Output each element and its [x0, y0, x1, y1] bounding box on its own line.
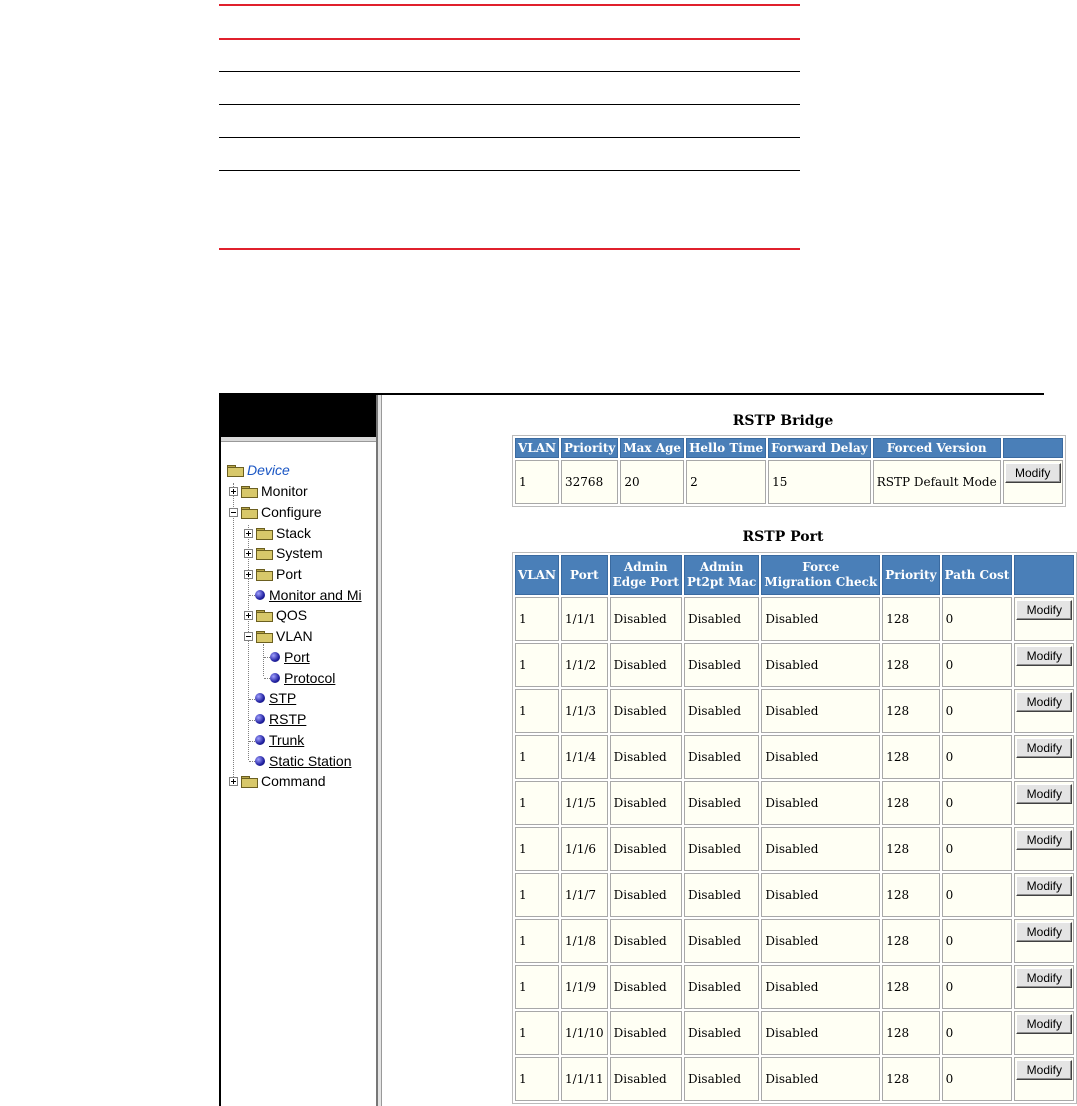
- cell-admin-edge: Disabled: [610, 873, 682, 917]
- nav-banner: [221, 395, 376, 437]
- cell-port: 1/1/2: [561, 643, 608, 687]
- tree-item-static-station[interactable]: [251, 751, 352, 771]
- tree-item-system[interactable]: [244, 543, 323, 563]
- tree-label: Device: [247, 462, 290, 478]
- col-force-migration-check: [761, 555, 880, 595]
- cell-force-migration: Disabled: [761, 919, 880, 963]
- cell-admin-edge: Disabled: [610, 1057, 682, 1101]
- cell-priority: 128: [882, 827, 939, 871]
- doc-rule-bottom: [219, 248, 800, 250]
- expand-icon[interactable]: [244, 529, 253, 538]
- port-title: RSTP Port: [742, 529, 824, 545]
- folder-icon: [256, 528, 272, 539]
- cell-port: 1/1/9: [561, 965, 608, 1009]
- col-priority: Priority: [561, 438, 618, 458]
- tree-label: Protocol: [284, 670, 336, 686]
- cell-force-migration: Disabled: [761, 1011, 880, 1055]
- tree-label: Port: [284, 649, 310, 665]
- cell-priority: 128: [882, 735, 939, 779]
- page-bullet-icon: [270, 652, 280, 662]
- tree-label: Configure: [261, 504, 322, 520]
- doc-rule-top: [219, 4, 800, 6]
- cell-path-cost: 0: [942, 597, 1013, 641]
- cell-admin-pt2pt: Disabled: [684, 597, 759, 641]
- tree-line: [233, 483, 234, 781]
- tree-item-monitor-mirror[interactable]: [251, 585, 362, 605]
- cell-priority: 128: [882, 1057, 939, 1101]
- cell-path-cost: 0: [942, 643, 1013, 687]
- cell-action: [1014, 735, 1074, 779]
- cell-vlan: 1: [515, 735, 559, 779]
- tree-item-command[interactable]: [229, 771, 326, 791]
- cell-priority: 128: [882, 597, 939, 641]
- cell-admin-edge: Disabled: [610, 597, 682, 641]
- cell-vlan: 1: [515, 781, 559, 825]
- cell-force-migration: Disabled: [761, 689, 880, 733]
- cell-force-migration: Disabled: [761, 873, 880, 917]
- doc-rule-row-1: [219, 71, 800, 72]
- cell-priority: 128: [882, 689, 939, 733]
- modify-port-button[interactable]: Modify: [1016, 738, 1072, 758]
- rstp-bridge-table: [512, 435, 1066, 507]
- modify-port-button[interactable]: Modify: [1016, 784, 1072, 804]
- tree-item-vlan-protocol[interactable]: [266, 668, 335, 688]
- cell-priority: 128: [882, 873, 939, 917]
- frame-divider[interactable]: [378, 395, 382, 1106]
- cell-action: [1014, 643, 1074, 687]
- cell-force-migration: Disabled: [761, 827, 880, 871]
- cell-priority: 128: [882, 781, 939, 825]
- col-forced-version: Forced Version: [873, 438, 1001, 458]
- expand-icon[interactable]: [229, 777, 238, 786]
- expand-icon[interactable]: [244, 549, 253, 558]
- modify-port-button[interactable]: Modify: [1016, 876, 1072, 896]
- cell-admin-pt2pt: Disabled: [684, 689, 759, 733]
- tree-item-rstp[interactable]: [251, 709, 306, 729]
- table-row: [515, 1057, 1074, 1101]
- header-line: Force: [802, 560, 840, 574]
- page-bullet-icon: [255, 693, 265, 703]
- cell-vlan: 1: [515, 873, 559, 917]
- folder-icon: [256, 548, 272, 559]
- col-port: Port: [561, 555, 608, 595]
- tree-label: STP: [269, 690, 297, 706]
- nav-banner-edge: [221, 437, 376, 442]
- folder-icon: [241, 486, 257, 497]
- col-vlan: VLAN: [515, 555, 559, 595]
- expand-icon[interactable]: [229, 487, 238, 496]
- cell-force-migration: Disabled: [761, 643, 880, 687]
- cell-admin-edge: Disabled: [610, 643, 682, 687]
- open-folder-icon: [256, 631, 272, 642]
- cell-force-migration: Disabled: [761, 735, 880, 779]
- expand-icon[interactable]: [244, 611, 253, 620]
- open-folder-icon: [227, 465, 243, 476]
- cell-vlan: 1: [515, 1057, 559, 1101]
- cell-force-migration: Disabled: [761, 781, 880, 825]
- cell-path-cost: 0: [942, 1011, 1013, 1055]
- cell-port: 1/1/4: [561, 735, 608, 779]
- cell-force-migration: Disabled: [761, 965, 880, 1009]
- modify-port-button[interactable]: Modify: [1016, 968, 1072, 988]
- folder-icon: [256, 610, 272, 621]
- tree-item-port[interactable]: [244, 564, 302, 584]
- cell-vlan: 1: [515, 597, 559, 641]
- tree-item-configure[interactable]: [229, 502, 322, 522]
- cell-action: [1014, 965, 1074, 1009]
- tree-label: System: [276, 545, 323, 561]
- content-panel: [383, 395, 1063, 1106]
- table-row: [515, 689, 1074, 733]
- tree-line: [263, 644, 264, 676]
- col-vlan: VLAN: [515, 438, 559, 458]
- cell-path-cost: 0: [942, 873, 1013, 917]
- tree-item-vlan[interactable]: [244, 626, 313, 646]
- cell-action: [1014, 919, 1074, 963]
- cell-admin-edge: Disabled: [610, 919, 682, 963]
- col-max-age: Max Age: [620, 438, 684, 458]
- doc-rule-header: [219, 38, 800, 40]
- tree-label: RSTP: [269, 711, 307, 727]
- cell-port: 1/1/6: [561, 827, 608, 871]
- cell-vlan: 1: [515, 643, 559, 687]
- table-header-row: [515, 555, 1074, 595]
- cell-forced-version: RSTP Default Mode: [873, 460, 1001, 504]
- cell-port: 1/1/11: [561, 1057, 608, 1101]
- cell-path-cost: 0: [942, 1057, 1013, 1101]
- cell-admin-pt2pt: Disabled: [684, 781, 759, 825]
- col-action: [1003, 438, 1063, 458]
- screenshot-frame: [219, 393, 1063, 1106]
- cell-priority: 128: [882, 965, 939, 1009]
- cell-path-cost: 0: [942, 689, 1013, 733]
- cell-port: 1/1/1: [561, 597, 608, 641]
- col-action: [1014, 555, 1074, 595]
- table-row: [515, 873, 1074, 917]
- header-line: Pt2pt Mac: [686, 575, 757, 589]
- cell-hello-time: 2: [686, 460, 766, 504]
- page-bullet-icon: [255, 756, 265, 766]
- tree-item-stp[interactable]: [251, 688, 296, 708]
- cell-admin-pt2pt: Disabled: [684, 735, 759, 779]
- table-row: [515, 965, 1074, 1009]
- cell-admin-edge: Disabled: [610, 827, 682, 871]
- tree-label: Trunk: [269, 732, 305, 748]
- tree-item-qos[interactable]: [244, 605, 307, 625]
- tree-root-device[interactable]: [227, 460, 290, 480]
- header-line: Admin: [699, 560, 744, 574]
- cell-path-cost: 0: [942, 919, 1013, 963]
- cell-port: 1/1/8: [561, 919, 608, 963]
- table-row: [515, 643, 1074, 687]
- nav-panel: [221, 395, 378, 1106]
- header-line: Edge Port: [612, 575, 679, 589]
- col-hello-time: Hello Time: [686, 438, 766, 458]
- cell-action: [1014, 781, 1074, 825]
- cell-action: [1014, 689, 1074, 733]
- tree-label: Monitor: [261, 483, 308, 499]
- cell-action: [1014, 1011, 1074, 1055]
- tree-label: Port: [276, 566, 302, 582]
- cell-action: [1003, 460, 1063, 504]
- collapse-icon[interactable]: [244, 632, 253, 641]
- cell-vlan: 1: [515, 919, 559, 963]
- cell-action: [1014, 827, 1074, 871]
- folder-icon: [256, 569, 272, 580]
- table-row: [515, 460, 1063, 504]
- cell-vlan: 1: [515, 460, 559, 504]
- modify-port-button[interactable]: Modify: [1016, 1060, 1072, 1080]
- col-path-cost: Path Cost: [942, 555, 1013, 595]
- tree-item-stack[interactable]: [244, 523, 311, 543]
- cell-port: 1/1/5: [561, 781, 608, 825]
- cell-port: 1/1/7: [561, 873, 608, 917]
- cell-path-cost: 0: [942, 735, 1013, 779]
- table-row: [515, 1011, 1074, 1055]
- cell-port: 1/1/10: [561, 1011, 608, 1055]
- tree-label: Command: [261, 773, 326, 789]
- cell-port: 1/1/3: [561, 689, 608, 733]
- cell-action: [1014, 1057, 1074, 1101]
- bridge-title: RSTP Bridge: [732, 413, 834, 429]
- page-bullet-icon: [255, 735, 265, 745]
- col-admin-pt2pt-mac: [684, 555, 759, 595]
- table-row: [515, 781, 1074, 825]
- cell-path-cost: 0: [942, 965, 1013, 1009]
- cell-action: [1014, 873, 1074, 917]
- tree-item-trunk[interactable]: [251, 730, 304, 750]
- cell-force-migration: Disabled: [761, 597, 880, 641]
- cell-admin-edge: Disabled: [610, 735, 682, 779]
- modify-port-button[interactable]: Modify: [1016, 692, 1072, 712]
- cell-forward-delay: 15: [768, 460, 871, 504]
- tree-label: Monitor and Mi: [269, 587, 362, 603]
- tree-label: QOS: [276, 607, 308, 623]
- modify-port-button[interactable]: Modify: [1016, 646, 1072, 666]
- cell-vlan: 1: [515, 965, 559, 1009]
- tree-label: VLAN: [276, 628, 313, 644]
- col-admin-edge-port: [610, 555, 682, 595]
- cell-priority: 128: [882, 643, 939, 687]
- cell-vlan: 1: [515, 689, 559, 733]
- cell-admin-edge: Disabled: [610, 965, 682, 1009]
- cell-vlan: 1: [515, 827, 559, 871]
- header-line: Admin: [623, 560, 668, 574]
- folder-icon: [241, 776, 257, 787]
- table-row: [515, 597, 1074, 641]
- cell-admin-edge: Disabled: [610, 1011, 682, 1055]
- page-bullet-icon: [255, 590, 265, 600]
- cell-priority: 128: [882, 919, 939, 963]
- cell-admin-pt2pt: Disabled: [684, 919, 759, 963]
- cell-path-cost: 0: [942, 827, 1013, 871]
- cell-admin-pt2pt: Disabled: [684, 965, 759, 1009]
- tree-item-monitor[interactable]: [229, 481, 308, 501]
- doc-rule-row-3: [219, 137, 800, 138]
- modify-port-button[interactable]: Modify: [1016, 600, 1072, 620]
- modify-port-button[interactable]: Modify: [1016, 1014, 1072, 1034]
- rstp-port-table: [512, 552, 1077, 1104]
- doc-rule-row-2: [219, 104, 800, 105]
- header-line: Migration Check: [764, 575, 878, 589]
- cell-action: [1014, 597, 1074, 641]
- collapse-icon[interactable]: [229, 508, 238, 517]
- cell-admin-pt2pt: Disabled: [684, 827, 759, 871]
- col-priority: Priority: [882, 555, 939, 595]
- cell-admin-pt2pt: Disabled: [684, 643, 759, 687]
- modify-bridge-button[interactable]: Modify: [1005, 463, 1061, 483]
- cell-admin-pt2pt: Disabled: [684, 1057, 759, 1101]
- doc-rule-row-4: [219, 170, 800, 171]
- cell-admin-pt2pt: Disabled: [684, 873, 759, 917]
- modify-port-button[interactable]: Modify: [1016, 830, 1072, 850]
- tree-label: Static Station: [269, 753, 352, 769]
- page-bullet-icon: [270, 673, 280, 683]
- open-folder-icon: [241, 507, 257, 518]
- cell-max-age: 20: [620, 460, 684, 504]
- table-row: [515, 919, 1074, 963]
- cell-path-cost: 0: [942, 781, 1013, 825]
- tree-label: Stack: [276, 525, 312, 541]
- cell-admin-pt2pt: Disabled: [684, 1011, 759, 1055]
- table-row: [515, 827, 1074, 871]
- table-header-row: [515, 438, 1063, 458]
- cell-force-migration: Disabled: [761, 1057, 880, 1101]
- col-forward-delay: Forward Delay: [768, 438, 871, 458]
- cell-vlan: 1: [515, 1011, 559, 1055]
- page-bullet-icon: [255, 714, 265, 724]
- cell-priority: 128: [882, 1011, 939, 1055]
- tree-item-vlan-port[interactable]: [266, 647, 310, 667]
- modify-port-button[interactable]: Modify: [1016, 922, 1072, 942]
- cell-admin-edge: Disabled: [610, 781, 682, 825]
- cell-priority: 32768: [561, 460, 618, 504]
- table-row: [515, 735, 1074, 779]
- cell-admin-edge: Disabled: [610, 689, 682, 733]
- expand-icon[interactable]: [244, 570, 253, 579]
